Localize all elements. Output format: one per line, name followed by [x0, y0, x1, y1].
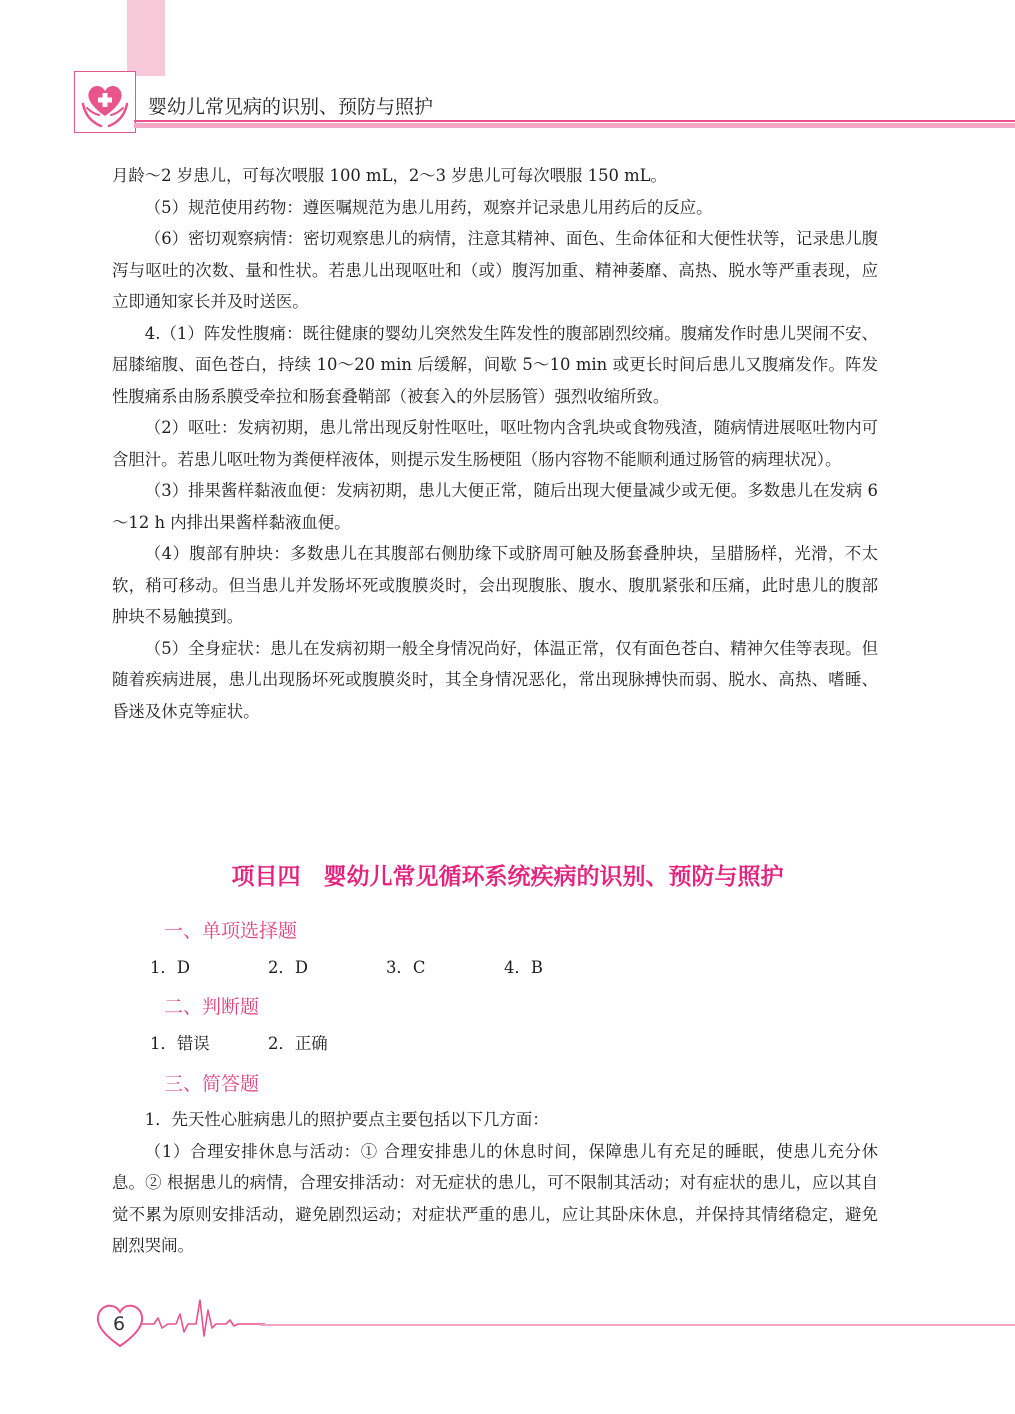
body-text-bottom [112, 1104, 878, 1262]
paragraph: （3）排果酱样黏液血便：发病初期，患儿大便正常，随后出现大便量减少或无便。多数患儿在发病 6～12 h 内排出果酱样黏液血便。 [112, 481, 878, 532]
heartbeat-line-icon [140, 1290, 265, 1340]
page-number: 6 [112, 1313, 126, 1335]
single-choice-heading: 一、单项选择题 [164, 920, 298, 942]
paragraph: （5）规范使用药物：遵医嘱规范为患儿用药，观察并记录患儿用药后的反应。 [144, 197, 713, 217]
paragraph: （2）呕吐：发病初期，患儿常出现反射性呕吐，呕吐物内含乳块或食物残渣，随病情进展呕吐物内可含胆汁。若患儿呕吐物为粪便样液体，则提示发生肠梗阻（肠内容物不能顺利通过肠管的病理状况）。 [112, 418, 878, 469]
paragraph: 1．先天性心脏病患儿的照护要点主要包括以下几方面： [144, 1110, 549, 1129]
heart-hands-icon [77, 74, 133, 130]
answer-item: 2．D [268, 958, 308, 977]
answer-item: 4．B [504, 958, 543, 977]
body-text-top [112, 160, 878, 727]
short-answer-heading: 三、简答题 [164, 1073, 260, 1095]
paragraph: 4.（1）阵发性腹痛：既往健康的婴幼儿突然发生阵发性的腹部剧烈绞痛。腹痛发作时患儿哭闹不安、屈膝缩腹、面色苍白，持续 10～20 min 后缓解，间歇 5～10 min 或更长时间后患儿又腹痛发作。阵发性腹痛系由肠系膜受牵拉和肠套叠鞘部（被套入的外层肠管）强烈收缩所致。 [112, 323, 878, 406]
answer-item: 2．正确 [268, 1034, 328, 1053]
running-header-title: 婴幼儿常见病的识别、预防与照护 [148, 96, 434, 118]
header-rule [134, 120, 1015, 122]
section-title: 项目四 婴幼儿常见循环系统疾病的识别、预防与照护 [231, 864, 784, 890]
top-decor-strip [127, 0, 165, 76]
paragraph: （5）全身症状：患儿在发病初期一般全身情况尚好，体温正常，仅有面色苍白、精神欠佳等表现。但随着疾病进展，患儿出现肠坏死或腹膜炎时，其全身情况恶化，常出现脉搏快而弱、脱水、高热、嗜睡、昏迷及休克等症状。 [112, 638, 878, 721]
header-logo [74, 71, 136, 133]
paragraph: （1）合理安排休息与活动：① 合理安排患儿的休息时间，保障患儿有充足的睡眠，使患儿充分休息。② 根据患儿的病情，合理安排活动：对无症状的患儿，可不限制其活动；对有症状的患儿，应以其自觉不累为原则安排活动，避免剧烈运动；对症状严重的患儿，应让其卧床休息，并保持其情绪稳定，避免剧烈哭闹。 [112, 1141, 878, 1255]
true-false-heading: 二、判断题 [164, 996, 260, 1018]
answer-item: 3．C [386, 958, 426, 977]
answer-item: 1．错误 [150, 1034, 210, 1053]
paragraph: （4）腹部有肿块：多数患儿在其腹部右侧肋缘下或脐周可触及肠套叠肿块，呈腊肠样，光滑，不太软，稍可移动。但当患儿并发肠坏死或腹膜炎时，会出现腹胀、腹水、腹肌紧张和压痛，此时患儿的腹部肿块不易触摸到。 [112, 544, 878, 626]
paragraph: 月龄～2 岁患儿，可每次喂服 100 mL，2～3 岁患儿可每次喂服 150 mL。 [112, 166, 667, 185]
header-rule-band [134, 123, 1015, 128]
paragraph: （6）密切观察病情：密切观察患儿的病情，注意其精神、面色、生命体征和大便性状等，记录患儿腹泻与呕吐的次数、量和性状。若患儿出现呕吐和（或）腹泻加重、精神萎靡、高热、脱水等严重表现，应立即通知家长并及时送医。 [112, 229, 878, 311]
footer-rule [260, 1324, 1015, 1326]
answer-item: 1．D [150, 958, 190, 977]
